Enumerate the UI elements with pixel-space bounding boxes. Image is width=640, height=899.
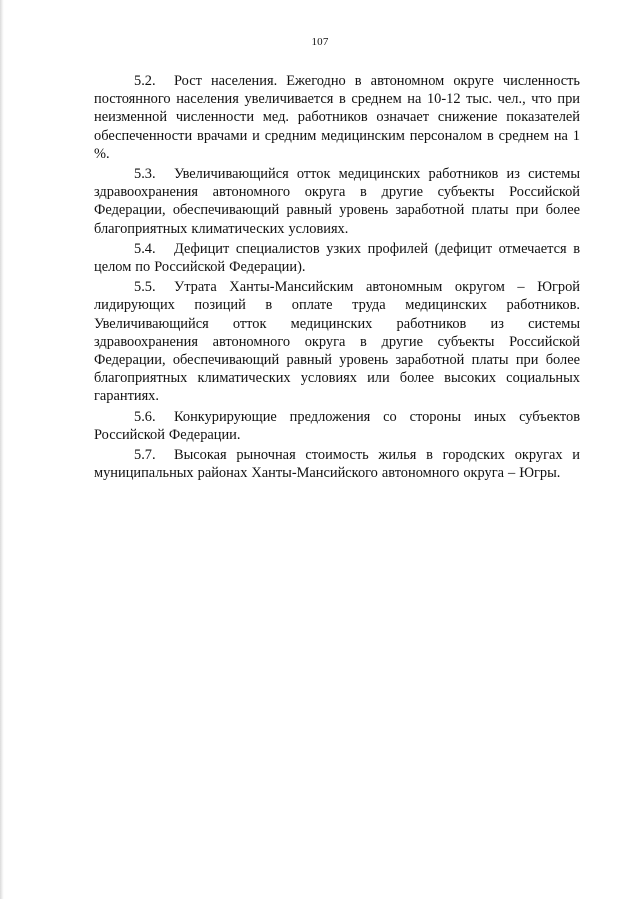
item-text: Утрата Ханты-Мансийским автономным округом – Югрой лидирующих позиций в оплате труда медицинских работников. Увеличивающийся отток медицинских работников из системы здравоохранения автономного округа в другие субъекты Российской Федерации, обеспечивающий равный уровень заработной платы при более благоприятных климатических условиях или более высоких социальных гарантиях.: [94, 279, 580, 405]
document-body: [94, 72, 580, 484]
item-text: Увеличивающийся отток медицинских работников из системы здравоохранения автономного округа в другие субъекты Российской Федерации, обеспечивающий равный уровень заработной платы при более благоприятных климатических условиях.: [94, 166, 580, 237]
list-item-5-2: [94, 72, 580, 163]
item-text: Дефицит специалистов узких профилей (дефицит отмечается в целом по Российской Федерации).: [94, 240, 580, 276]
scan-edge: [0, 0, 4, 899]
item-number: 5.2.: [134, 73, 156, 89]
page-number: 107: [311, 36, 329, 48]
item-number: 5.3.: [134, 166, 156, 183]
item-number: 5.5.: [134, 279, 156, 296]
list-item-5-6: [94, 408, 580, 444]
list-item-5-3: [94, 165, 580, 238]
list-item-5-5: [94, 278, 580, 405]
item-number: 5.4.: [134, 240, 156, 257]
item-text: Конкурирующие предложения со стороны иных субъектов Российской Федерации.: [94, 408, 580, 443]
list-item-5-7: [94, 446, 580, 482]
item-number: 5.7.: [134, 447, 156, 464]
item-text: Высокая рыночная стоимость жилья в городских округах и муниципальных районах Ханты-Мансийского автономного округа – Югры.: [94, 447, 580, 482]
item-text: Рост населения. Ежегодно в автономном округе численность постоянного населения увеличивается в среднем на 10-12 тыс. чел., что при неизменной численности мед. работников означает снижение показателей обеспеченности врачами и средним медицинским персоналом в среднем на 1 %.: [94, 73, 580, 162]
list-item-5-4: [94, 240, 580, 276]
item-number: 5.6.: [134, 408, 156, 425]
